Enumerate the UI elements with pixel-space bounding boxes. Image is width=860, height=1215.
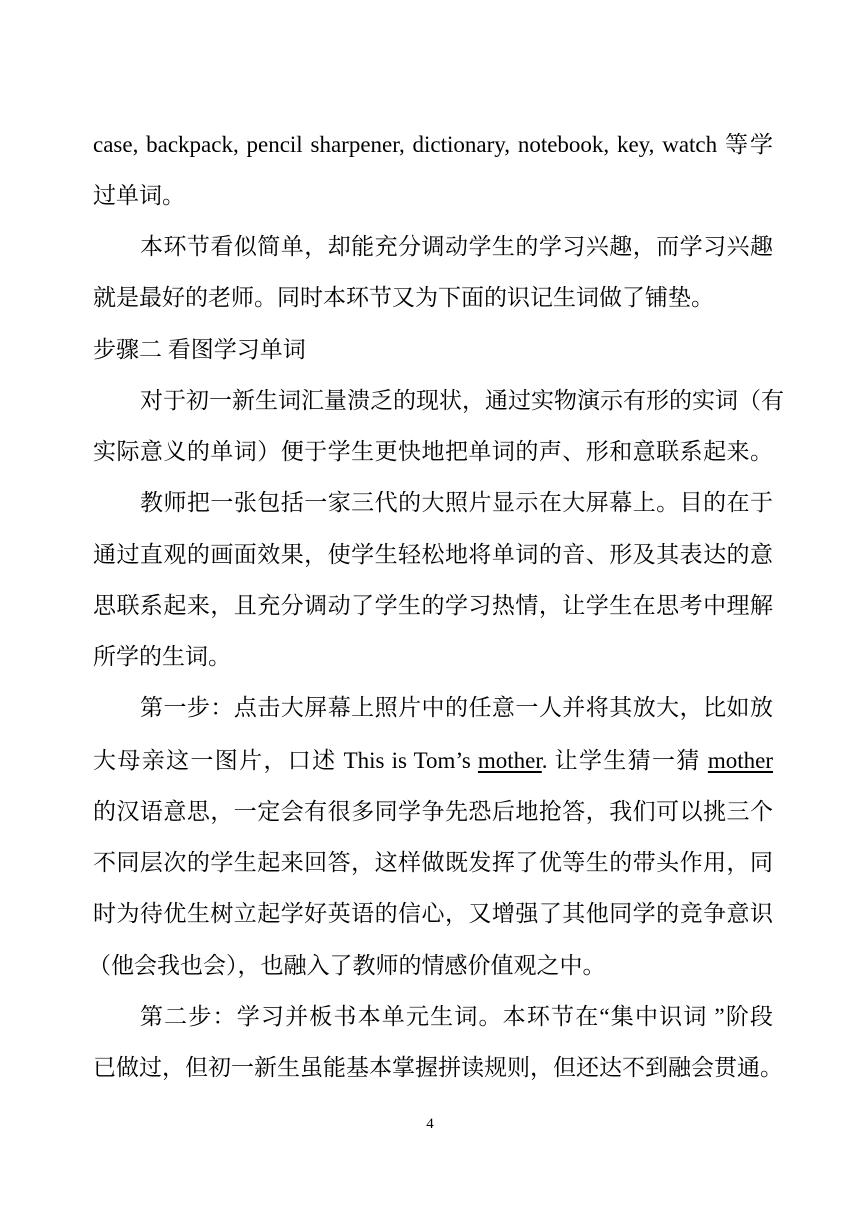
section-heading: 步骤二 看图学习单词 <box>93 337 306 362</box>
text-line: 第一步：点击大屏幕上照片中的任意一人并将其放大，比如放 <box>140 695 773 720</box>
text-line: 实际意义的单词）便于学生更快地把单词的声、形和意联系起来。 <box>93 439 773 464</box>
page-number: 4 <box>426 1116 434 1132</box>
text-line: 所学的生词。 <box>93 644 231 669</box>
text-line: 通过直观的画面效果，使学生轻松地将单词的音、形及其表达的意 <box>93 542 773 567</box>
text-line: case, backpack, pencil sharpener, dictionary, notebook, key, watch 等学 <box>93 132 773 157</box>
underlined-word: mother <box>707 748 774 773</box>
text-line: 对于初一新生词汇量溃乏的现状，通过实物演示有形的实词（有 <box>140 388 784 413</box>
text-line: 本环节看似简单，却能充分调动学生的学习兴趣，而学习兴趣 <box>140 234 773 259</box>
underlined-word: mother <box>477 748 542 773</box>
text-line: 就是最好的老师。同时本环节又为下面的识记生词做了铺垫。 <box>93 285 714 310</box>
text-segment: . 让学生猜一猜 <box>541 748 708 773</box>
text-line: 的汉语意思，一定会有很多同学争先恐后地抢答，我们可以挑三个 <box>93 799 773 824</box>
text-line <box>93 746 773 776</box>
text-line: 教师把一张包括一家三代的大照片显示在大屏幕上。目的在于 <box>140 490 773 515</box>
text-line: 已做过，但初一新生虽能基本掌握拼读规则，但还达不到融会贯通。 <box>93 1055 783 1080</box>
text-line: 思联系起来，且充分调动了学生的学习热情，让学生在思考中理解 <box>93 593 773 618</box>
text-line: 时为待优生树立起学好英语的信心，又增强了其他同学的竞争意识 <box>93 901 773 926</box>
text-line: 第二步：学习并板书本单元生词。本环节在“集中识词 ”阶段 <box>140 1004 773 1029</box>
text-segment: 大母亲这一图片，口述 This is Tom’s <box>93 748 478 773</box>
text-line: 不同层次的学生起来回答，这样做既发挥了优等生的带头作用，同 <box>93 850 773 875</box>
text-line: （他会我也会），也融入了教师的情感价值观之中。 <box>88 953 606 978</box>
text-line: 过单词。 <box>93 183 185 208</box>
